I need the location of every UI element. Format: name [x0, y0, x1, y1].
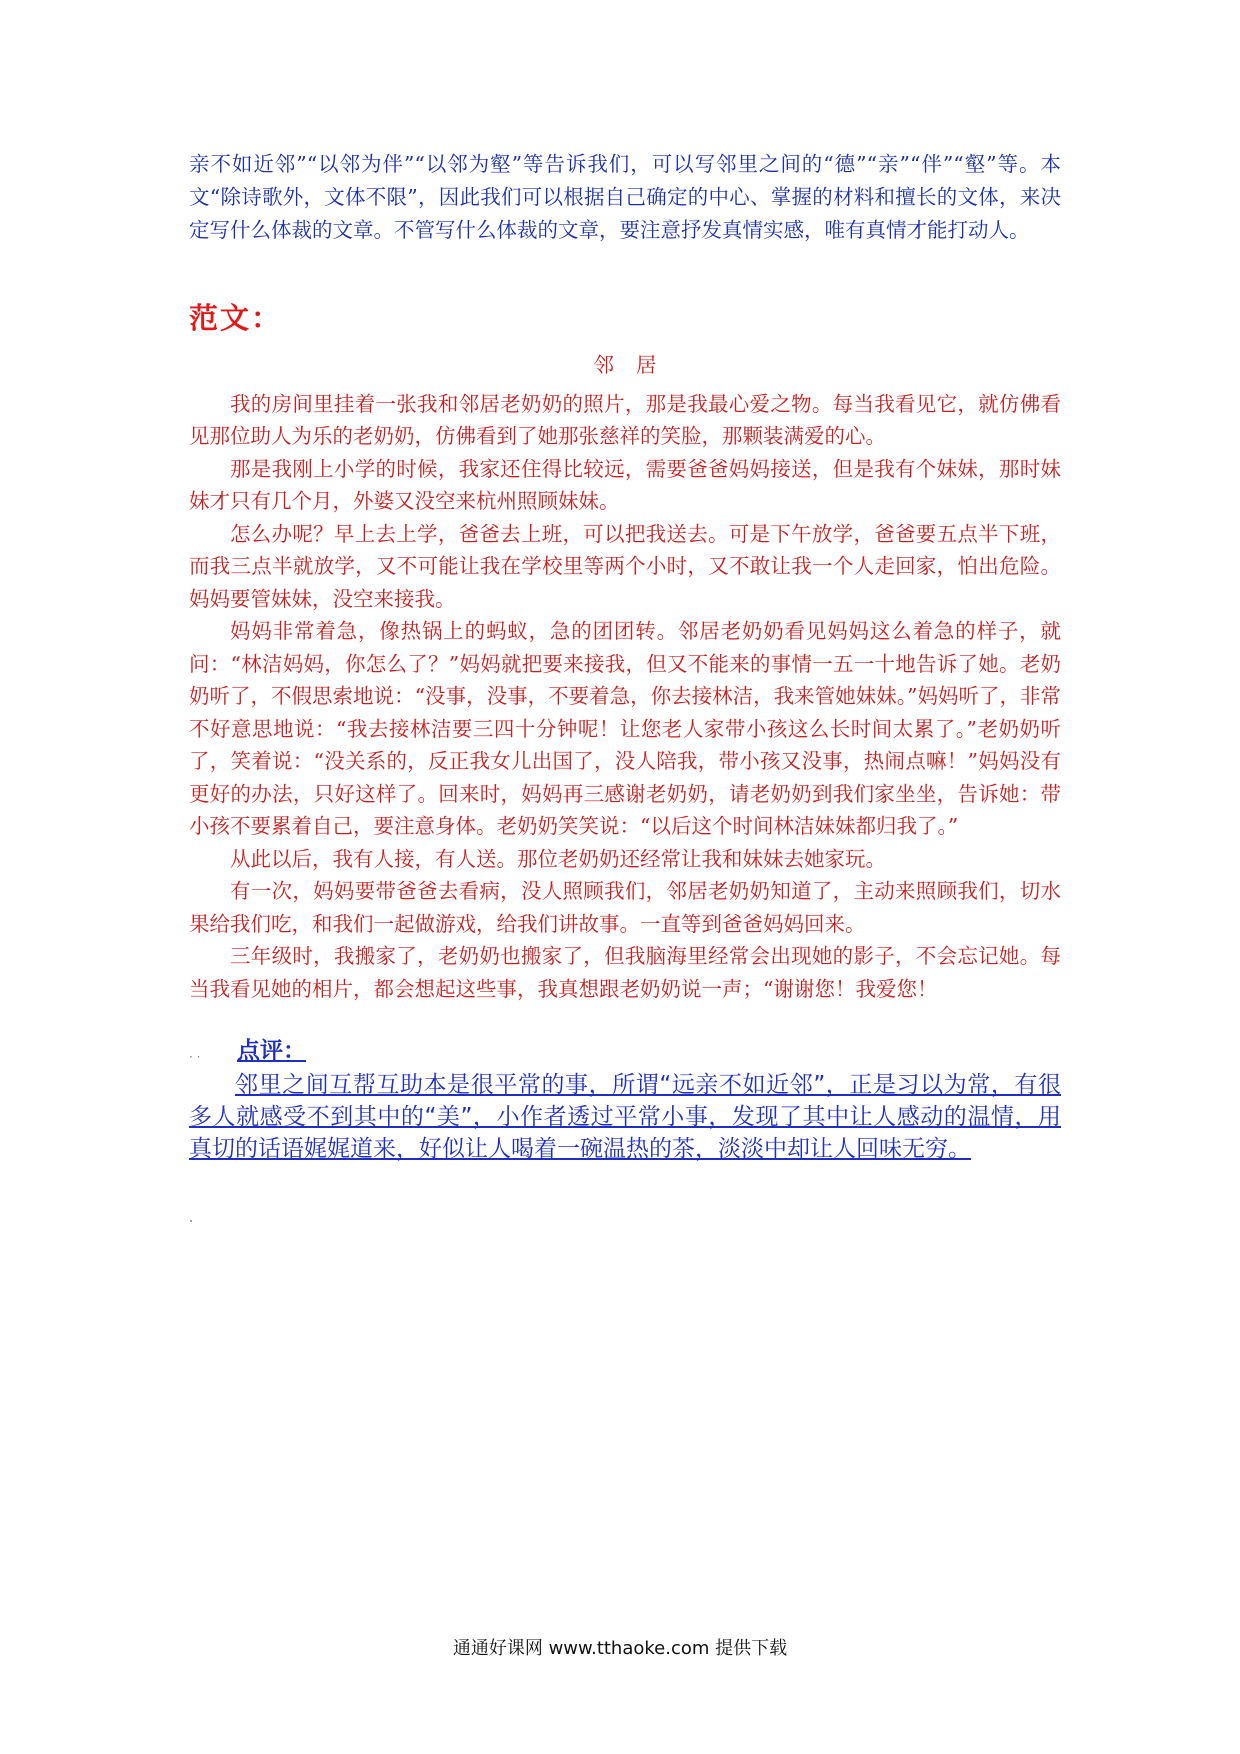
essay-paragraph: 怎么办呢？早上去上学，爸爸去上班，可以把我送去。可是下午放学，爸爸要五点半下班，而我三点半就放学，又不可能让我在学校里等两个小时，又不敢让我一个人走回家，怕出危险。妈妈要管妹妹，没空来接我。: [189, 521, 1061, 611]
dots-mark: · ·: [189, 1050, 201, 1064]
essay-paragraph: 妈妈非常着急，像热锅上的蚂蚁，急的团团转。邻居老奶奶看见妈妈这么着急的样子，就问：“林洁妈妈，你怎么了？”妈妈就把要来接我，但又不能来的事情一五一十地告诉了她。老奶奶听了，不假思索地说：“没事，没事，不要着急，你去接林洁，我来管她妹妹。”妈妈听了，非常不好意思地说：“我去接林洁要三四十分钟呢！让您老人家带小孩这么长时间太累了。”老奶奶听了，笑着说：“没关系的，反正我女儿出国了，没人陪我，带小孩又没事，热闹点嘛！”妈妈没有更好的办法，只好这样了。回来时，妈妈再三感谢老奶奶，请老奶奶到我们家坐坐，告诉她：带小孩不要累着自己，要注意身体。老奶奶笑笑说：“以后这个时间林洁妹妹都归我了。”: [189, 619, 1061, 838]
sample-essay-heading: 范文：: [189, 301, 283, 335]
comment-section: [189, 1035, 1061, 1165]
essay-section: [189, 349, 1061, 1005]
essay-paragraph: 有一次，妈妈要带爸爸去看病，没人照顾我们，邻居老奶奶知道了，主动来照顾我们，切水果给我们吃，和我们一起做游戏，给我们讲故事。一直等到爸爸妈妈回来。: [189, 879, 1061, 936]
page-footer: 通通好课网 www.tthaoke.com 提供下载: [452, 1638, 788, 1659]
essay-title: 邻居: [593, 353, 679, 377]
essay-paragraph: 那是我刚上小学的时候，我家还住得比较远，需要爸爸妈妈接送，但是我有个妹妹，那时妹妹才只有几个月，外婆又没空来杭州照顾妹妹。: [189, 456, 1061, 513]
stray-mark: [190, 1220, 192, 1222]
essay-paragraph: 从此以后，我有人接，有人送。那位老奶奶还经常让我和妹妹去她家玩。: [230, 846, 886, 871]
essay-paragraph: 我的房间里挂着一张我和邻居老奶奶的照片，那是我最心爱之物。每当我看见它，就仿佛看见那位助人为乐的老奶奶，仿佛看到了她那张慈祥的笑脸，那颗装满爱的心。: [189, 391, 1061, 448]
comment-label: [189, 1035, 1061, 1067]
intro-paragraph: 亲不如近邻”“以邻为伴”“以邻为壑”等告诉我们，可以写邻里之间的“德”“亲”“伴”“壑”等。本文“除诗歌外，文体不限”，因此我们可以根据自己确定的中心、掌握的材料和擅长的文体，来决定写什么体裁的文章。不管写什么体裁的文章，要注意抒发真情实感，唯有真情才能打动人。: [189, 152, 1061, 242]
essay-paragraph: 三年级时，我搬家了，老奶奶也搬家了，但我脑海里经常会出现她的影子，不会忘记她。每当我看见她的相片，都会想起这些事，我真想跟老奶奶说一声；“谢谢您！我爱您！: [189, 944, 1061, 1001]
comment-body: 邻里之间互帮互助本是很平常的事，所谓“远亲不如近邻”，正是习以为常，有很多人就感受不到其中的“美”，小作者透过平常小事，发现了其中让人感动的温情，用真切的话语娓娓道来，好似让人喝着一碗温热的茶，淡淡中却让人回味无穷。: [189, 1072, 1061, 1162]
intro-section: [189, 148, 1061, 247]
comment-label-text: 点评：: [237, 1038, 306, 1064]
